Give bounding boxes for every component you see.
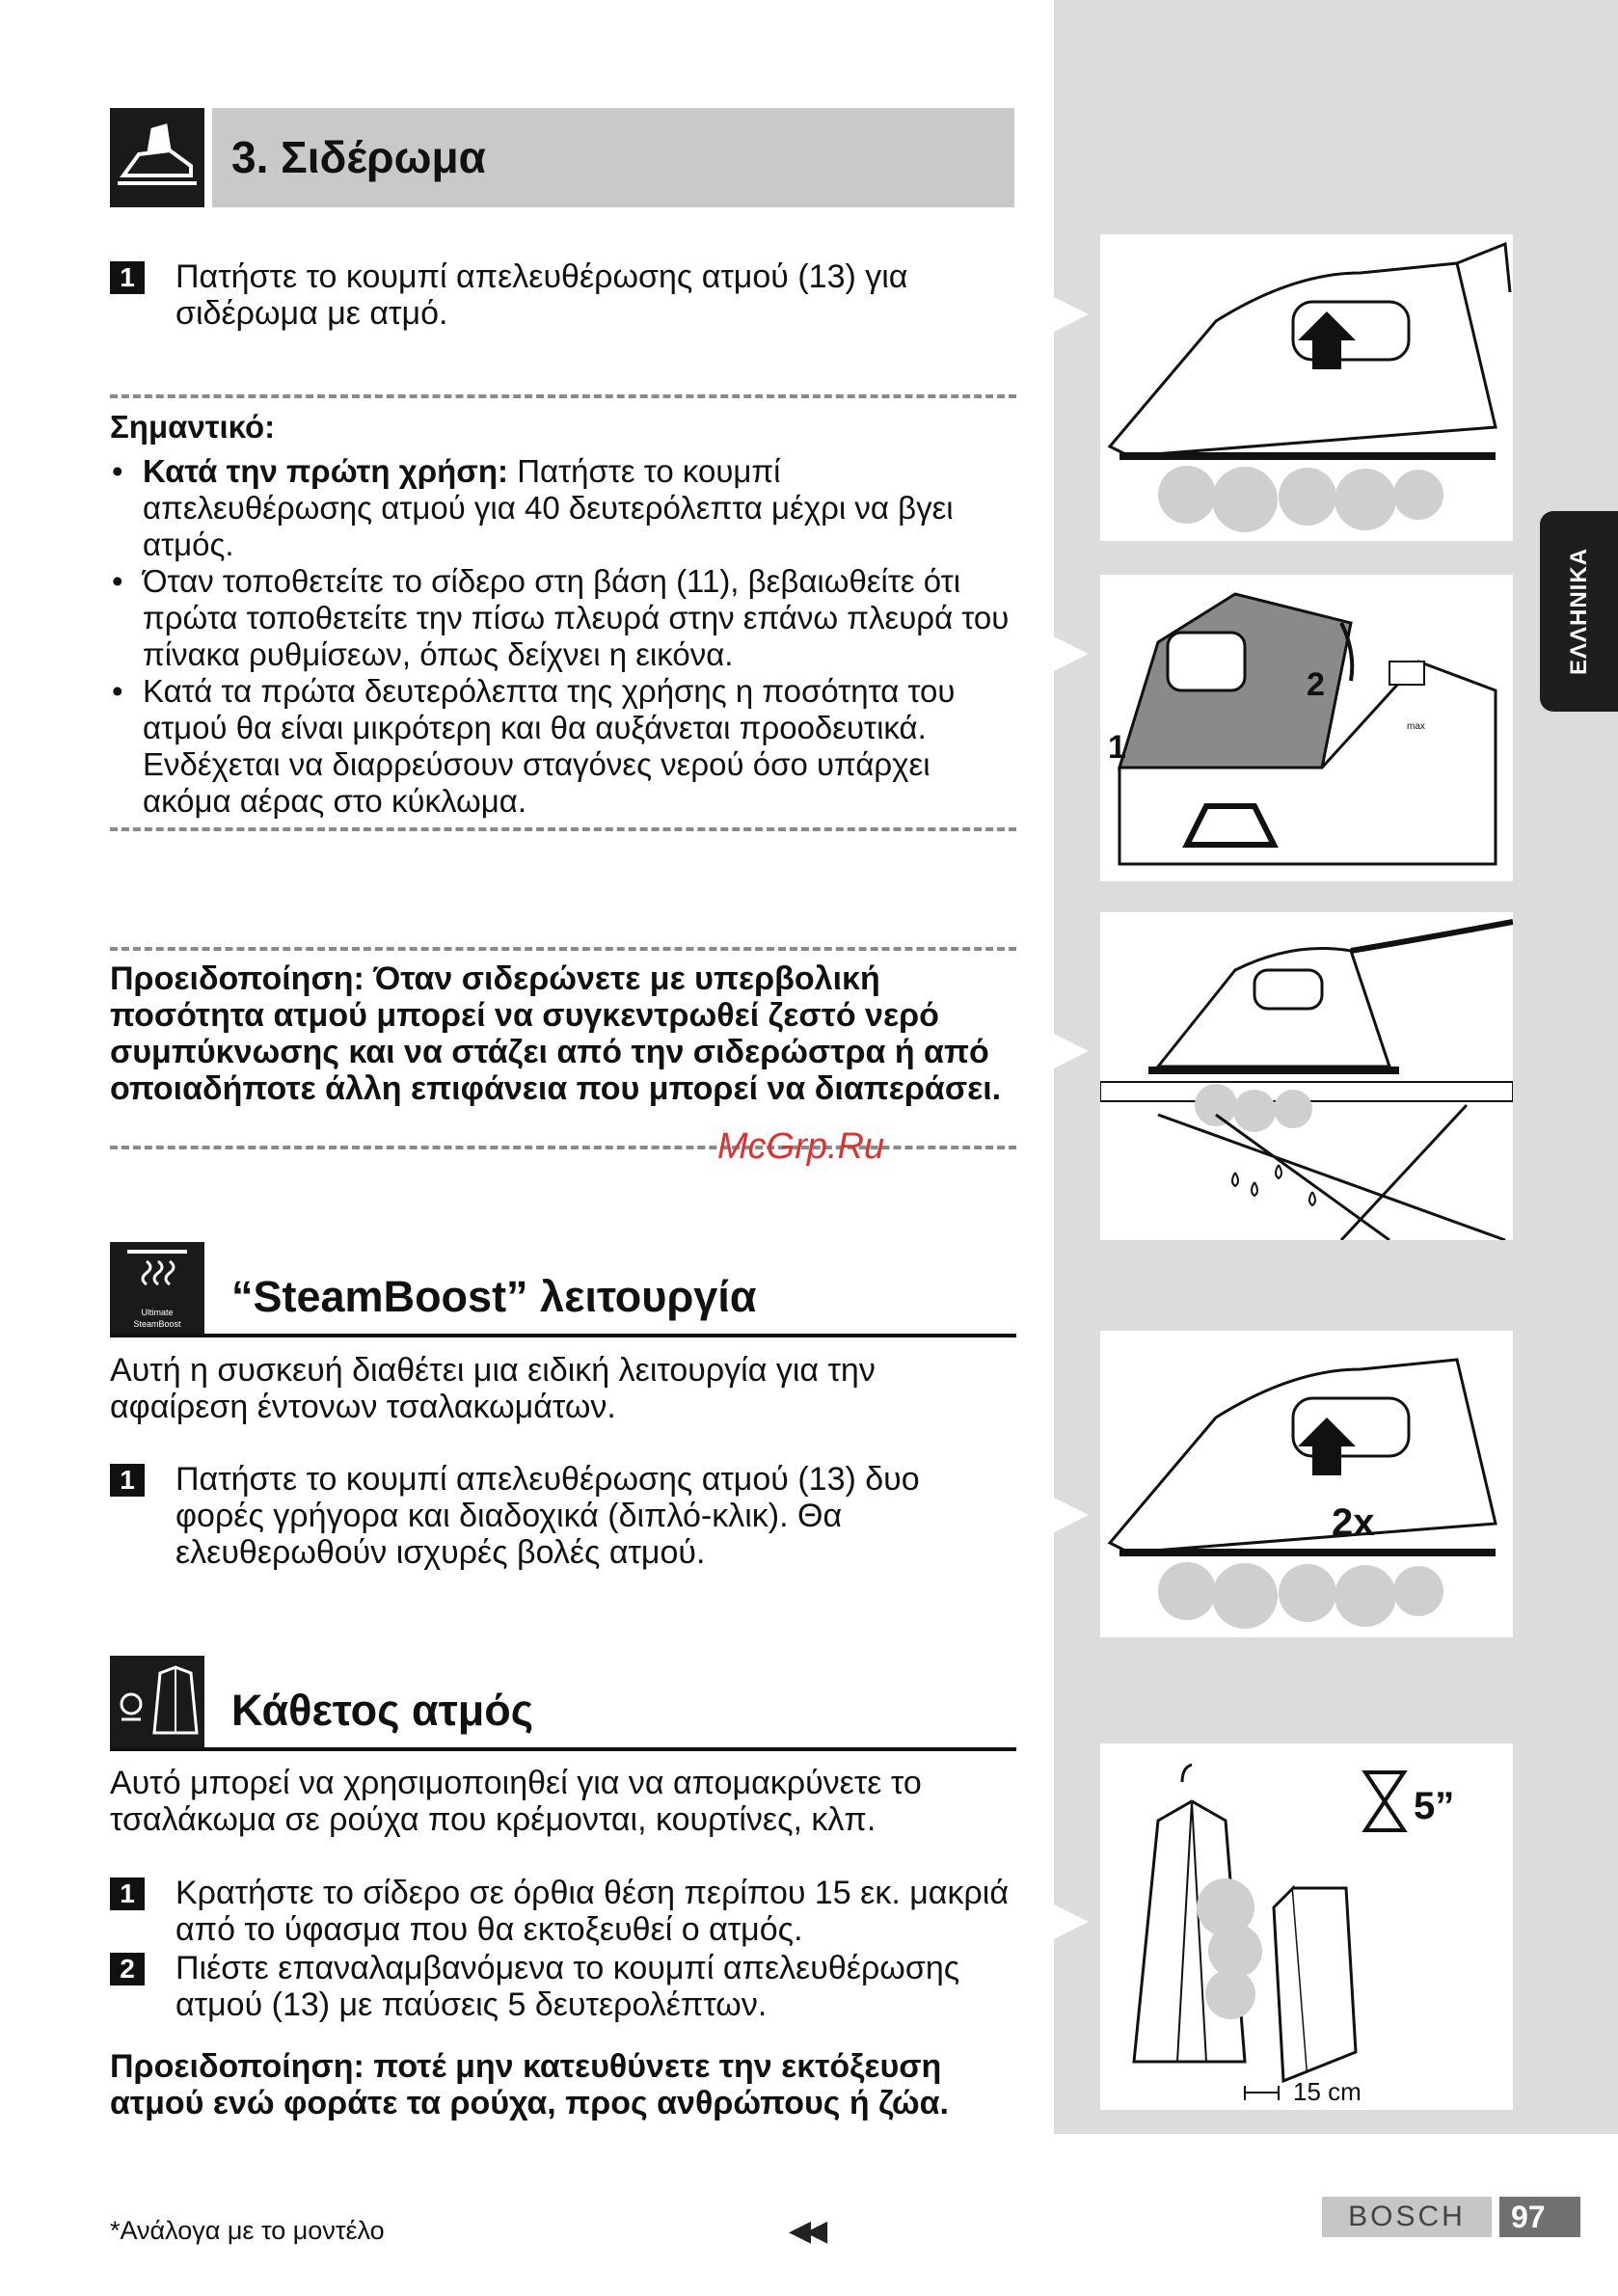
step-item — [110, 1875, 1016, 1948]
warning-text: Προειδοποίηση: Όταν σιδερώνετε με υπερβολική ποσότητα ατμού μπορεί να συγκεντρωθεί ζεστό νερό συμπύκνωσης και να στάζει από την σιδερώστρα ή από οποιαδήποτε άλλη επιφάνεια που μπορεί να διαπεράσει. — [110, 960, 1002, 1107]
bullet-text: Πατήστε το κουμπί απελευθέρωσης ατμού για 40 δευτερόλεπτα μέχρι να βγει ατμός. — [143, 453, 954, 562]
step-text: Πατήστε το κουμπί απελευθέρωσης ατμού (13) δυο φορές γρήγορα και διαδοχικά (διπλό-κλικ). Θα ελευθερωθούν ισχυρές βολές ατμού. — [175, 1461, 920, 1571]
brand-label: BOSCH — [1322, 2197, 1492, 2237]
steamboost-icon — [110, 1242, 204, 1334]
bullet-item: • Κατά τα πρώτα δευτερόλεπτα της χρήσης η ποσότητα του ατμού θα είναι μικρότερη και θα αυξάνεται προοδευτικά. Ενδέχεται να διαρρεύσουν σταγόνες νερού όσο υπάρχει ακόμα αέρας στο κύκλωμα. — [110, 673, 1016, 820]
base-label-2: 2 — [1307, 666, 1325, 703]
illustration-vertical-steam — [1100, 1743, 1513, 2110]
section-header — [212, 108, 1014, 207]
base-label-1: 1 — [1108, 729, 1126, 766]
steamboost-icon-label-2: SteamBoost — [133, 1319, 181, 1329]
distance-label: 15 cm — [1293, 2077, 1362, 2106]
illustration-pointer — [1054, 1904, 1089, 1939]
step-text: Πατήστε το κουμπί απελευθέρωσης ατμού (13) για σιδέρωμα με ατμό. — [175, 258, 908, 332]
illustration-base-placement — [1100, 575, 1513, 881]
step-text: Κρατήστε το σίδερο σε όρθια θέση περίπου 15 εκ. μακριά από το ύφασμα που θα εκτοξευθεί ο ατμός. — [175, 1875, 1010, 1948]
divider — [110, 827, 1016, 831]
timer-label: 5” — [1414, 1785, 1455, 1827]
section-title-steamboost: “SteamBoost” λειτουργία — [231, 1272, 757, 1321]
vertical-steam-icon — [110, 1656, 204, 1747]
illustration-pointer — [1054, 1034, 1089, 1068]
ironing-icon — [110, 108, 204, 207]
step-number: 1 — [110, 261, 145, 294]
illustration-condensation — [1100, 912, 1513, 1240]
warning-text: Προειδοποίηση: ποτέ μην κατευθύνετε την εκτόξευση ατμού ενώ φοράτε τα ρούχα, προς ανθρώπους ή ζώα. — [110, 2048, 949, 2121]
footer-note: *Ανάλογα με το μοντέλο — [110, 2216, 385, 2245]
page-number: 97 — [1499, 2197, 1580, 2237]
divider — [110, 394, 1016, 398]
step-number: 2 — [110, 1953, 145, 1985]
step-item — [110, 258, 1016, 332]
important-heading: Σημαντικό: — [110, 409, 276, 445]
step-number: 1 — [110, 1877, 145, 1910]
paragraph: Αυτή η συσκευή διαθέτει μια ειδική λειτουργία για την αφαίρεση έντονων τσαλακωμάτων. — [110, 1352, 876, 1425]
section-title-ironing: 3. Σιδέρωμα — [231, 132, 486, 182]
base-max-label: max — [1407, 721, 1425, 732]
divider — [110, 947, 1016, 951]
section-title-vertical-steam: Κάθετος ατμός — [231, 1686, 534, 1735]
illustration-steamboost — [1100, 1331, 1513, 1637]
language-tab — [1540, 511, 1618, 712]
section-header-steamboost — [110, 1242, 1016, 1337]
illustration-pointer — [1054, 636, 1089, 671]
step-text: Πιέστε επαναλαμβανόμενα το κουμπί απελευθέρωσης ατμού (13) με παύσεις 5 δευτερολέπτων. — [175, 1950, 960, 2023]
illustration-pointer — [1054, 1498, 1089, 1532]
steamboost-icon-label-1: Ultimate — [141, 1308, 174, 1317]
illustration-steam-ironing — [1100, 234, 1513, 541]
nav-back-icon[interactable]: ◀◀ — [789, 2215, 822, 2247]
illustration-pointer — [1054, 297, 1089, 332]
important-note — [110, 409, 1016, 820]
watermark: McGrp.Ru — [717, 1126, 885, 1167]
language-label: ΕΛΛΗΝΙΚΑ — [1565, 547, 1592, 676]
step-number: 1 — [110, 1464, 145, 1497]
bullet-item — [110, 453, 1016, 563]
bullet-item: • Όταν τοποθετείτε το σίδερο στη βάση (11), βεβαιωθείτε ότι πρώτα τοποθετείτε την πίσω πλευρά στην επάνω πλευρά του πίνακα ρυθμίσεων, όπως δείχνει η εικόνα. — [110, 563, 1016, 673]
boost-label: 2x — [1332, 1501, 1375, 1544]
section-header-vertical-steam — [110, 1656, 1016, 1751]
paragraph: Αυτό μπορεί να χρησιμοποιηθεί για να απομακρύνετε το τσαλάκωμα σε ρούχα που κρέμονται, κουρτίνες, κλπ. — [110, 1765, 922, 1838]
step-item — [110, 1461, 1016, 1571]
step-item — [110, 1950, 1016, 2023]
bullet-bold: Κατά την πρώτη χρήση: — [143, 453, 509, 489]
